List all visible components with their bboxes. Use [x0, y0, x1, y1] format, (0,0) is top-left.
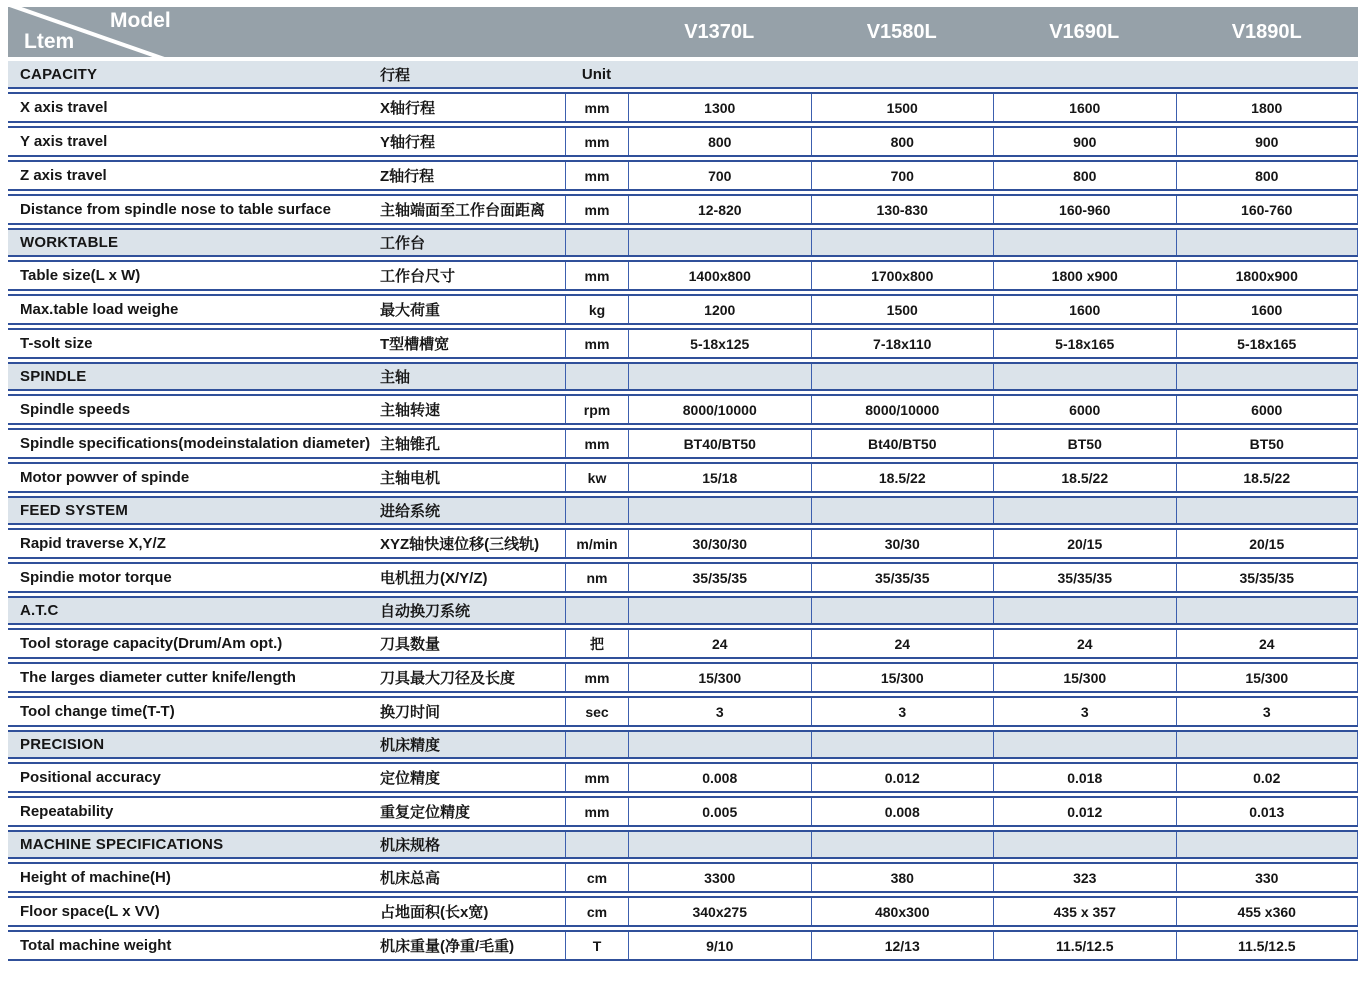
value-cell: 7-18x110: [811, 330, 994, 357]
unit-column-header: [565, 364, 628, 389]
value-cell: 24: [1176, 630, 1359, 657]
value-cell: 30/30/30: [628, 530, 811, 557]
model-header-cell: V1890L: [1231, 20, 1302, 43]
item-name-en: Repeatability: [20, 803, 114, 820]
section-empty-cell: [993, 61, 1176, 87]
spec-row: [8, 696, 1358, 727]
unit-cell: mm: [565, 162, 628, 189]
unit-column-header: [565, 230, 628, 255]
item-name-en: Distance from spindle nose to table surface: [20, 201, 331, 218]
item-name-en: Floor space(L x VV): [20, 903, 160, 920]
spec-row: [8, 294, 1358, 325]
section-row: [8, 596, 1358, 625]
item-name-en: X axis travel: [20, 99, 108, 116]
section-empty-cell: [811, 61, 994, 87]
section-empty-cell: [993, 732, 1176, 757]
value-cell: BT40/BT50: [628, 430, 811, 457]
value-cell: 35/35/35: [993, 564, 1176, 591]
section-empty-cell: [993, 598, 1176, 623]
item-name-en: Tool storage capacity(Drum/Am opt.): [20, 635, 283, 652]
unit-cell: 把: [565, 630, 628, 657]
value-cell: 3300: [628, 864, 811, 891]
value-cell: 11.5/12.5: [993, 932, 1176, 959]
model-header-cell: V1690L: [1049, 20, 1120, 43]
value-cell: 0.018: [993, 764, 1176, 791]
item-name-en: Height of machine(H): [20, 869, 171, 886]
value-cell: 3: [628, 698, 811, 725]
value-cell: 20/15: [993, 530, 1176, 557]
value-cell: 0.008: [628, 764, 811, 791]
section-title-cn: 工作台: [380, 235, 426, 252]
item-name-en: T-solt size: [20, 335, 93, 352]
spec-row: [8, 260, 1358, 291]
section-title-cn: 机床精度: [380, 737, 441, 754]
section-empty-cell: [1176, 61, 1359, 87]
spec-row: [8, 930, 1358, 961]
value-cell: 1800x900: [1176, 262, 1359, 289]
item-name-en: Spindie motor torque: [20, 569, 172, 586]
item-name-cn: 刀具数量: [380, 636, 441, 653]
spec-row: [8, 562, 1358, 593]
value-cell: BT50: [993, 430, 1176, 457]
item-name-cn: 电机扭力(X/Y/Z): [380, 570, 488, 587]
value-cell: 9/10: [628, 932, 811, 959]
item-name-cn: Z轴行程: [380, 168, 435, 185]
section-empty-cell: [993, 230, 1176, 255]
value-cell: 8000/10000: [628, 396, 811, 423]
item-name-en: Y axis travel: [20, 133, 108, 150]
section-empty-cell: [811, 230, 994, 255]
value-cell: 3: [993, 698, 1176, 725]
value-cell: 1500: [811, 94, 994, 121]
section-title-en: FEED SYSTEM: [20, 502, 129, 519]
value-cell: 800: [993, 162, 1176, 189]
value-cell: 5-18x165: [993, 330, 1176, 357]
spec-row: [8, 528, 1358, 559]
value-cell: 380: [811, 864, 994, 891]
value-cell: 1600: [1176, 296, 1359, 323]
value-cell: 15/300: [1176, 664, 1359, 691]
section-empty-cell: [993, 832, 1176, 857]
section-title-en: MACHINE SPECIFICATIONS: [20, 836, 224, 853]
value-cell: 1800 x900: [993, 262, 1176, 289]
section-empty-cell: [811, 498, 994, 523]
value-cell: 24: [811, 630, 994, 657]
value-cell: 15/18: [628, 464, 811, 491]
section-empty-cell: [1176, 832, 1359, 857]
value-cell: 1200: [628, 296, 811, 323]
section-empty-cell: [811, 364, 994, 389]
section-empty-cell: [1176, 364, 1359, 389]
section-empty-cell: [1176, 230, 1359, 255]
value-cell: 15/300: [811, 664, 994, 691]
section-row: [8, 228, 1358, 257]
section-empty-cell: [811, 732, 994, 757]
unit-cell: cm: [565, 898, 628, 925]
section-row: [8, 362, 1358, 391]
section-empty-cell: [628, 598, 811, 623]
value-cell: 0.02: [1176, 764, 1359, 791]
table-body: [8, 61, 1358, 961]
spec-row: [8, 762, 1358, 793]
section-title-cn: 进给系统: [380, 503, 441, 520]
item-name-cn: 占地面积(长x宽): [380, 904, 489, 921]
section-title-en: CAPACITY: [20, 65, 98, 83]
value-cell: 0.005: [628, 798, 811, 825]
section-empty-cell: [1176, 498, 1359, 523]
value-cell: Bt40/BT50: [811, 430, 994, 457]
unit-cell: nm: [565, 564, 628, 591]
section-empty-cell: [1176, 732, 1359, 757]
spec-row: [8, 394, 1358, 425]
value-cell: 35/35/35: [811, 564, 994, 591]
item-name-cn: 主轴锥孔: [380, 436, 441, 453]
section-empty-cell: [811, 832, 994, 857]
section-empty-cell: [628, 732, 811, 757]
value-cell: 160-760: [1176, 196, 1359, 223]
item-name-cn: 重复定位精度: [380, 804, 471, 821]
section-title-en: A.T.C: [20, 602, 59, 619]
section-title-en: PRECISION: [20, 736, 105, 753]
value-cell: 15/300: [993, 664, 1176, 691]
unit-column-header: [565, 732, 628, 757]
section-title-en: SPINDLE: [20, 368, 87, 385]
corner-cell: [8, 7, 628, 57]
value-cell: 11.5/12.5: [1176, 932, 1359, 959]
value-cell: 1300: [628, 94, 811, 121]
value-cell: 5-18x165: [1176, 330, 1359, 357]
spec-row: [8, 328, 1358, 359]
value-cell: 455 x360: [1176, 898, 1359, 925]
value-cell: 480x300: [811, 898, 994, 925]
value-cell: 18.5/22: [811, 464, 994, 491]
value-cell: 800: [628, 128, 811, 155]
item-name-cn: 机床总高: [380, 870, 441, 887]
unit-cell: mm: [565, 262, 628, 289]
value-cell: 20/15: [1176, 530, 1359, 557]
spec-row: [8, 92, 1358, 123]
value-cell: 900: [1176, 128, 1359, 155]
section-title-en: WORKTABLE: [20, 234, 119, 251]
value-cell: 1500: [811, 296, 994, 323]
value-cell: 1400x800: [628, 262, 811, 289]
spec-row: [8, 160, 1358, 191]
unit-cell: sec: [565, 698, 628, 725]
value-cell: 340x275: [628, 898, 811, 925]
value-cell: 12/13: [811, 932, 994, 959]
item-name-cn: XYZ轴快速位移(三线轨): [380, 536, 540, 553]
spec-row: [8, 462, 1358, 493]
value-cell: 6000: [993, 396, 1176, 423]
section-empty-cell: [993, 498, 1176, 523]
value-cell: 800: [1176, 162, 1359, 189]
item-name-en: The larges diameter cutter knife/length: [20, 669, 296, 686]
unit-column-header: [565, 832, 628, 857]
item-name-en: Total machine weight: [20, 937, 172, 954]
unit-cell: mm: [565, 664, 628, 691]
corner-label-model: Model: [110, 9, 171, 32]
section-empty-cell: [628, 832, 811, 857]
section-empty-cell: [628, 61, 811, 87]
unit-cell: m/min: [565, 530, 628, 557]
value-cell: BT50: [1176, 430, 1359, 457]
model-header-cell: V1370L: [684, 20, 755, 43]
value-cell: 435 x 357: [993, 898, 1176, 925]
unit-cell: mm: [565, 430, 628, 457]
section-empty-cell: [628, 364, 811, 389]
section-title-cn: 行程: [380, 66, 411, 84]
value-cell: 800: [811, 128, 994, 155]
item-name-cn: 工作台尺寸: [380, 268, 456, 285]
item-name-en: Motor powver of spinde: [20, 469, 190, 486]
section-row: [8, 61, 1358, 89]
value-cell: 5-18x125: [628, 330, 811, 357]
value-cell: 1600: [993, 296, 1176, 323]
value-cell: 6000: [1176, 396, 1359, 423]
section-row: [8, 830, 1358, 859]
spec-row: [8, 896, 1358, 927]
spec-row: [8, 126, 1358, 157]
value-cell: 330: [1176, 864, 1359, 891]
value-cell: 24: [993, 630, 1176, 657]
value-cell: 0.008: [811, 798, 994, 825]
value-cell: 30/30: [811, 530, 994, 557]
unit-cell: mm: [565, 330, 628, 357]
value-cell: 1600: [993, 94, 1176, 121]
spec-row: [8, 428, 1358, 459]
item-name-cn: T型槽槽宽: [380, 336, 450, 353]
table-header-row: [8, 7, 1358, 57]
item-name-cn: 换刀时间: [380, 704, 441, 721]
item-name-cn: X轴行程: [380, 100, 436, 117]
item-name-cn: 主轴转速: [380, 402, 441, 419]
item-name-cn: 机床重量(净重/毛重): [380, 938, 515, 955]
value-cell: 3: [1176, 698, 1359, 725]
item-name-cn: 主轴电机: [380, 470, 441, 487]
value-cell: 900: [993, 128, 1176, 155]
section-empty-cell: [993, 364, 1176, 389]
unit-column-header: [565, 498, 628, 523]
unit-cell: mm: [565, 128, 628, 155]
value-cell: 3: [811, 698, 994, 725]
spec-row: [8, 628, 1358, 659]
value-cell: 35/35/35: [628, 564, 811, 591]
item-name-en: Z axis travel: [20, 167, 107, 184]
value-cell: 15/300: [628, 664, 811, 691]
section-empty-cell: [811, 598, 994, 623]
unit-cell: cm: [565, 864, 628, 891]
spec-row: [8, 796, 1358, 827]
value-cell: 1800: [1176, 94, 1359, 121]
value-cell: 18.5/22: [1176, 464, 1359, 491]
spec-row: [8, 862, 1358, 893]
spec-row: [8, 662, 1358, 693]
value-cell: 0.012: [811, 764, 994, 791]
item-name-cn: 主轴端面至工作台面距离: [380, 202, 546, 219]
section-row: [8, 730, 1358, 759]
unit-cell: rpm: [565, 396, 628, 423]
item-name-en: Max.table load weighe: [20, 301, 179, 318]
section-title-cn: 主轴: [380, 369, 411, 386]
value-cell: 0.012: [993, 798, 1176, 825]
value-cell: 12-820: [628, 196, 811, 223]
unit-cell: mm: [565, 764, 628, 791]
unit-column-header: Unit: [581, 65, 612, 83]
item-name-cn: 定位精度: [380, 770, 441, 787]
item-name-en: Table size(L x W): [20, 267, 141, 284]
value-cell: 130-830: [811, 196, 994, 223]
unit-cell: kw: [565, 464, 628, 491]
value-cell: 0.013: [1176, 798, 1359, 825]
item-name-cn: Y轴行程: [380, 134, 436, 151]
item-name-en: Rapid traverse X,Y/Z: [20, 535, 166, 552]
item-name-cn: 最大荷重: [380, 302, 441, 319]
section-title-cn: 自动换刀系统: [380, 603, 471, 620]
unit-cell: kg: [565, 296, 628, 323]
corner-label-item: Ltem: [24, 30, 75, 53]
item-name-en: Spindle speeds: [20, 401, 131, 418]
unit-cell: mm: [565, 94, 628, 121]
value-cell: 35/35/35: [1176, 564, 1359, 591]
value-cell: 1700x800: [811, 262, 994, 289]
section-title-cn: 机床规格: [380, 837, 441, 854]
unit-column-header: [565, 598, 628, 623]
section-empty-cell: [628, 498, 811, 523]
unit-cell: T: [565, 932, 628, 959]
spec-row: [8, 194, 1358, 225]
value-cell: 700: [628, 162, 811, 189]
value-cell: 24: [628, 630, 811, 657]
unit-cell: mm: [565, 798, 628, 825]
model-header-cell: V1580L: [866, 20, 937, 43]
item-name-cn: 刀具最大刀径及长度: [380, 670, 516, 687]
section-empty-cell: [628, 230, 811, 255]
section-row: [8, 496, 1358, 525]
item-name-en: Positional accuracy: [20, 769, 161, 786]
value-cell: 323: [993, 864, 1176, 891]
section-empty-cell: [1176, 598, 1359, 623]
unit-cell: mm: [565, 196, 628, 223]
value-cell: 160-960: [993, 196, 1176, 223]
value-cell: 8000/10000: [811, 396, 994, 423]
value-cell: 700: [811, 162, 994, 189]
value-cell: 18.5/22: [993, 464, 1176, 491]
item-name-en: Spindle specifications(modeinstalation diameter): [20, 435, 370, 452]
item-name-en: Tool change time(T-T): [20, 703, 175, 720]
